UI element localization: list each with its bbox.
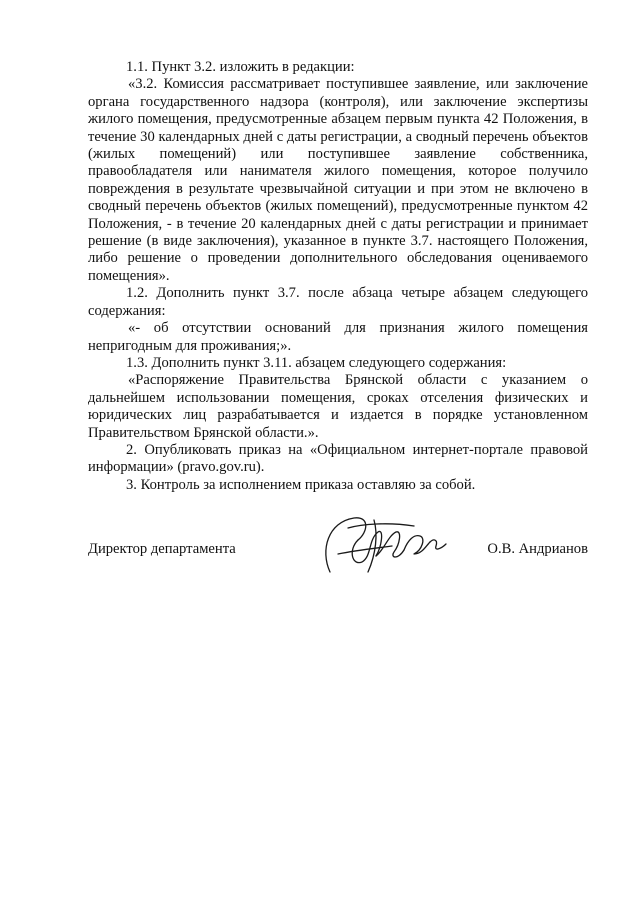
paragraph-1-2: 1.2. Дополнить пункт 3.7. после абзаца четыре абзацем следующего содержания: (88, 285, 588, 319)
signatory-name: О.В. Андрианов (487, 541, 588, 557)
paragraph-1-2-quote: «- об отсутствии оснований для признания жилого помещения непригодным для проживания;». (88, 320, 588, 354)
handwritten-signature (318, 510, 458, 578)
paragraph-1-3-quote: «Распоряжение Правительства Брянской области с указанием о дальнейшем использовании помещения, сроках отселения физических и юридических лиц разрабатывается и издается в порядке установленном Правительством Брянской области.». (88, 372, 588, 441)
document-body (88, 59, 588, 494)
paragraph-2: 2. Опубликовать приказ на «Официальном интернет-портале правовой информации» (pravo.gov.ru). (88, 441, 588, 476)
paragraph-3-2-text: «3.2. Комиссия рассматривает поступившее заявление, или заключение органа государственного надзора (контроля), или заключение экспертизы жилого помещения, предусмотренные абзацем первым пункта 42 Положения, в течение 30 календарных дней с даты регистрации, а сводный перечень объектов (жилых помещений) или поступившее заявление собственника, правообладателя или нанимателя жилого помещения, которое получило повреждения в результате чрезвычайной ситуации и при этом не включено в сводный перечень объектов (жилых помещений), предусмотренные пунктом 42 Положения, - в течение 20 календарных дней с даты регистрации и принимает решение (в виде заключения), указанное в пункте 3.7. настоящего Положения, либо решение о проведении дополнительного обследования оцениваемого помещения». (88, 76, 588, 284)
paragraph-1-3: 1.3. Дополнить пункт 3.11. абзацем следующего содержания: (126, 354, 507, 371)
paragraph-3: 3. Контроль за исполнением приказа оставляю за собой. (126, 476, 476, 493)
signatory-title: Директор департамента (88, 541, 236, 557)
paragraph-1-1: 1.1. Пункт 3.2. изложить в редакции: (126, 59, 355, 75)
